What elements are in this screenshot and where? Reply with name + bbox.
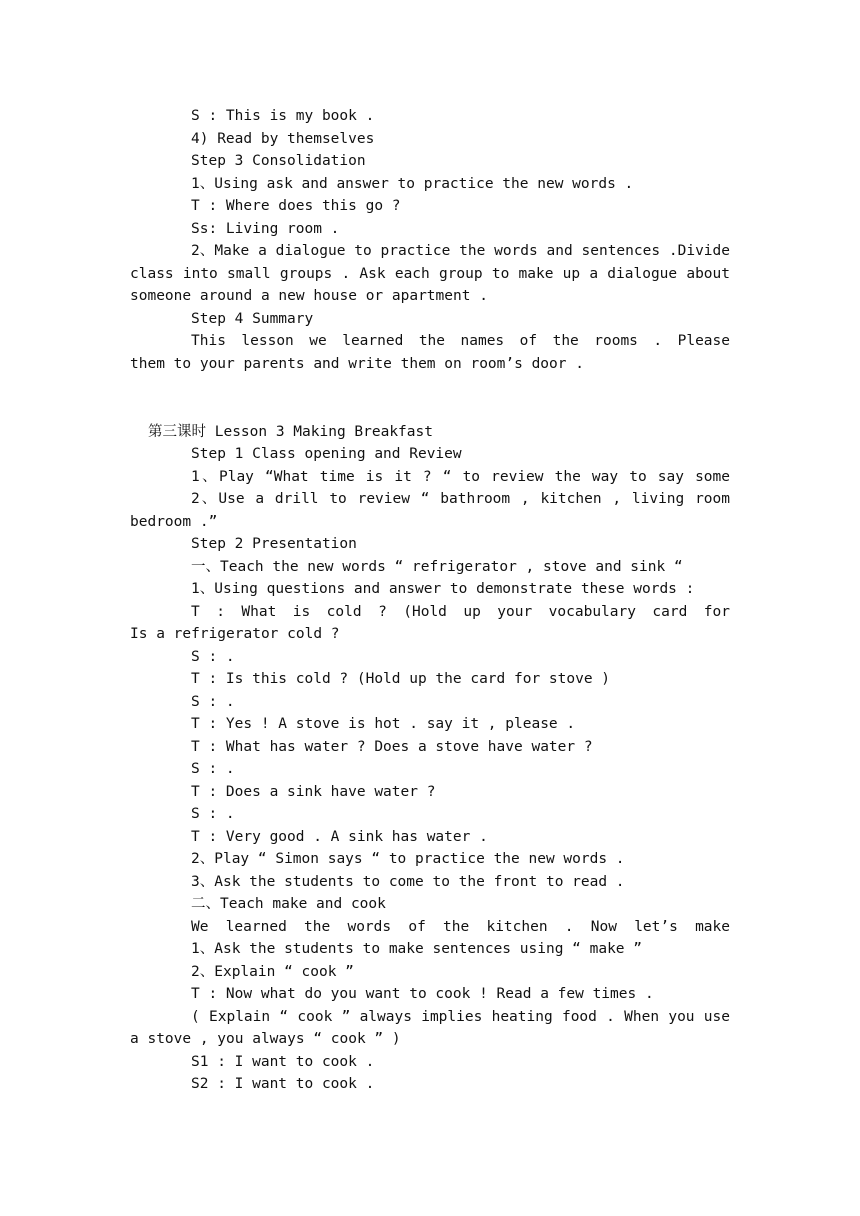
paragraph-line: This lesson we learned the names of the rooms . Please — [191, 333, 730, 349]
text-line: T : Does a sink have water ? — [191, 784, 436, 800]
text-line: S : . — [191, 761, 235, 777]
text-line: S : . — [191, 694, 235, 710]
step-heading: Step 1 Class opening and Review — [191, 446, 462, 462]
text-line: T : What has water ? Does a stove have water ? — [191, 739, 593, 755]
text-line: S : . — [191, 649, 235, 665]
paragraph-line: T : What is cold ? (Hold up your vocabulary card for — [191, 604, 730, 620]
text-line: 1、Ask the students to make sentences using “ make ” — [191, 941, 642, 957]
text-line: T : Is this cold ? (Hold up the card for stove ) — [191, 671, 611, 687]
paragraph-line: a stove , you always “ cook ” ) — [130, 1031, 401, 1047]
text-line: 1、Using ask and answer to practice the new words . — [191, 176, 634, 192]
paragraph-line: bedroom .” — [130, 514, 218, 530]
text-line: T : Yes ! A stove is hot . say it , please . — [191, 716, 576, 732]
text-line: S : . — [191, 806, 235, 822]
text-line: 1、Using questions and answer to demonstrate these words : — [191, 581, 695, 597]
paragraph-line: Is a refrigerator cold ? — [130, 626, 340, 642]
text-line: 一、Teach the new words “ refrigerator , stove and sink “ — [191, 559, 683, 575]
text-line: S1 : I want to cook . — [191, 1054, 375, 1070]
text-line: We learned the words of the kitchen . Now let’s make — [191, 919, 730, 935]
text-line: T : Very good . A sink has water . — [191, 829, 488, 845]
step-heading: Step 2 Presentation — [191, 536, 357, 552]
text-line: T : Now what do you want to cook ! Read a few times . — [191, 986, 654, 1002]
text-line: Ss: Living room . — [191, 221, 340, 237]
paragraph-line: class into small groups . Ask each group to make up a dialogue about — [130, 266, 730, 282]
text-line: 4) Read by themselves — [191, 131, 375, 147]
lesson-title: 第三课时 Lesson 3 Making Breakfast — [148, 424, 433, 440]
text-line: 3、Ask the students to come to the front to read . — [191, 874, 625, 890]
step-heading: 二、Teach make and cook — [191, 896, 386, 912]
paragraph-line: someone around a new house or apartment . — [130, 288, 488, 304]
text-line: T : Where does this go ? — [191, 198, 401, 214]
step-heading: Step 4 Summary — [191, 311, 314, 327]
text-line: S2 : I want to cook . — [191, 1076, 375, 1092]
paragraph-line: ( Explain “ cook ” always implies heating food . When you use — [191, 1009, 730, 1025]
paragraph-line: 2、Make a dialogue to practice the words and sentences .Divide — [191, 243, 730, 259]
text-line: 2、Explain “ cook ” — [191, 964, 354, 980]
paragraph-line: 2、Use a drill to review “ bathroom , kitchen , living room — [191, 491, 730, 507]
text-line: S : This is my book . — [191, 108, 375, 124]
paragraph-line: them to your parents and write them on room’s door . — [130, 356, 584, 372]
step-heading: Step 3 Consolidation — [191, 153, 366, 169]
text-line: 1、Play “What time is it ? “ to review the way to say some — [191, 469, 730, 485]
text-line: 2、Play “ Simon says “ to practice the new words . — [191, 851, 625, 867]
